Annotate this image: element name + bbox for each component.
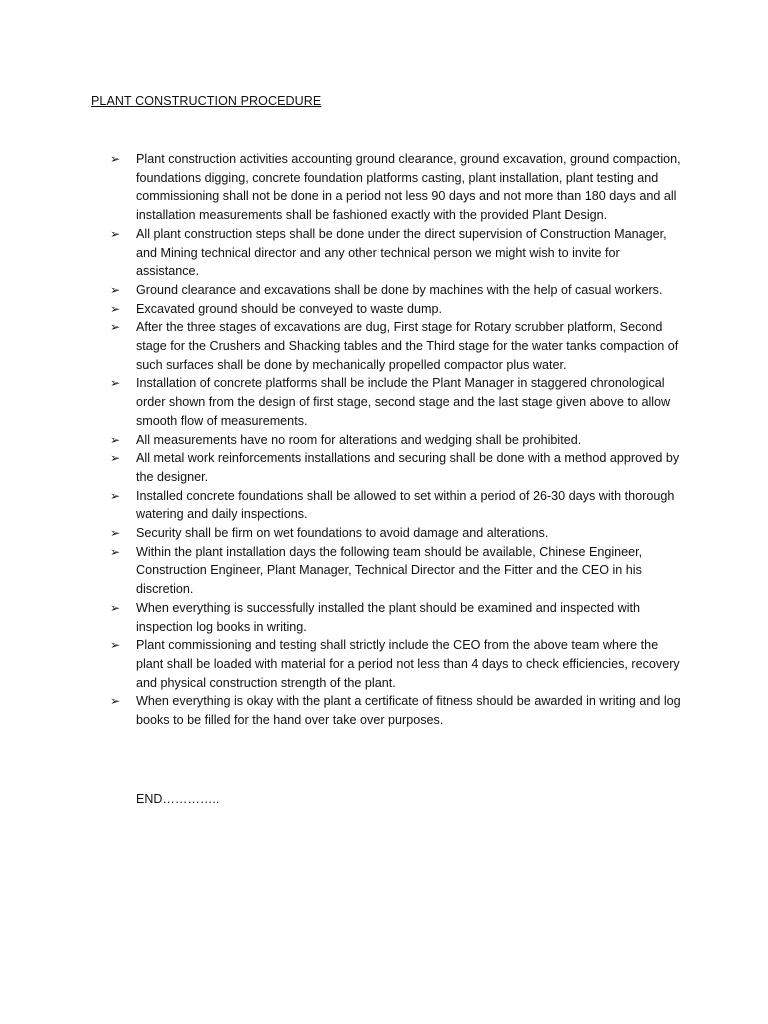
arrow-bullet-icon: ➢: [110, 451, 121, 466]
list-item-text: All plant construction steps shall be done under the direct supervision of Construction Manager, and Mining technical director and any other technical person we might wish to invite for assistance.: [136, 226, 667, 279]
list-item: [110, 431, 682, 450]
arrow-bullet-icon: ➢: [110, 432, 121, 447]
list-item: [110, 599, 682, 636]
list-item: [110, 692, 682, 729]
arrow-bullet-icon: ➢: [110, 282, 121, 297]
arrow-bullet-icon: ➢: [110, 488, 121, 503]
arrow-bullet-icon: ➢: [110, 376, 121, 391]
list-item: [110, 374, 682, 430]
list-item-text: All metal work reinforcements installations and securing shall be done with a method approved by the designer.: [136, 451, 680, 484]
list-item: [110, 281, 682, 300]
list-item-text: All measurements have no room for alterations and wedging shall be prohibited.: [136, 432, 582, 447]
list-item: [110, 318, 682, 374]
end-marker: END…………..: [136, 792, 220, 806]
list-item-text: Plant commissioning and testing shall strictly include the CEO from the above team where the plant shall be loaded with material for a period not less than 4 days to check efficiencies, recovery and physical construction strength of the plant.: [136, 638, 680, 690]
arrow-bullet-icon: ➢: [110, 600, 121, 615]
arrow-bullet-icon: ➢: [110, 638, 121, 653]
arrow-bullet-icon: ➢: [110, 301, 121, 316]
arrow-bullet-icon: ➢: [110, 526, 121, 541]
document-title: PLANT CONSTRUCTION PROCEDURE: [91, 94, 322, 108]
list-item-text: When everything is okay with the plant a certificate of fitness should be awarded in writing and log books to be filled for the hand over take over purposes.: [136, 694, 681, 728]
arrow-bullet-icon: ➢: [110, 226, 121, 241]
arrow-bullet-icon: ➢: [110, 544, 121, 559]
list-item: [110, 487, 682, 524]
arrow-bullet-icon: ➢: [110, 152, 121, 166]
procedure-list: [110, 150, 682, 730]
list-item: [110, 300, 682, 319]
list-item-text: Security shall be firm on wet foundations to avoid damage and alterations.: [136, 526, 549, 541]
list-item-text: Installation of concrete platforms shall be include the Plant Manager in staggered chronological order shown from the design of first stage, second stage and the last stage given above to allow smooth flow of measurements.: [136, 376, 671, 428]
list-item: [110, 150, 682, 225]
list-item-text: Installed concrete foundations shall be allowed to set within a period of 26-30 days with thorough watering and daily inspections.: [136, 488, 675, 522]
list-item-text: When everything is successfully installed the plant should be examined and inspected with inspection log books in writing.: [136, 600, 641, 634]
list-item-text: Within the plant installation days the following team should be available, Chinese Engineer, Construction Engineer, Plant Manager, Technical Director and the Fitter and the CEO in his discretion.: [136, 544, 643, 597]
list-item: [110, 449, 682, 486]
list-item: [110, 524, 682, 543]
list-item-text: Ground clearance and excavations shall be done by machines with the help of casual workers.: [136, 282, 663, 297]
list-item-text: Excavated ground should be conveyed to waste dump.: [136, 301, 442, 316]
list-item-text: After the three stages of excavations are dug, First stage for Rotary scrubber platform, Second stage for the Crushers and Shacking tables and the Third stage for the water tanks compaction of such surfaces shall be done by mechanically propelled compactor plus water.: [136, 320, 679, 372]
list-item: [110, 636, 682, 692]
list-item-text: Plant construction activities accounting ground clearance, ground excavation, ground compaction, foundations digging, concrete foundation platforms casting, plant installation, plant testing and commissioning shall not be done in a period not less 90 days and not more than 180 days and all installation measurements shall be fashioned exactly with the provided Plant Design.: [136, 152, 681, 223]
arrow-bullet-icon: ➢: [110, 694, 121, 709]
list-item: [110, 225, 682, 281]
list-item: [110, 543, 682, 599]
arrow-bullet-icon: ➢: [110, 320, 121, 335]
